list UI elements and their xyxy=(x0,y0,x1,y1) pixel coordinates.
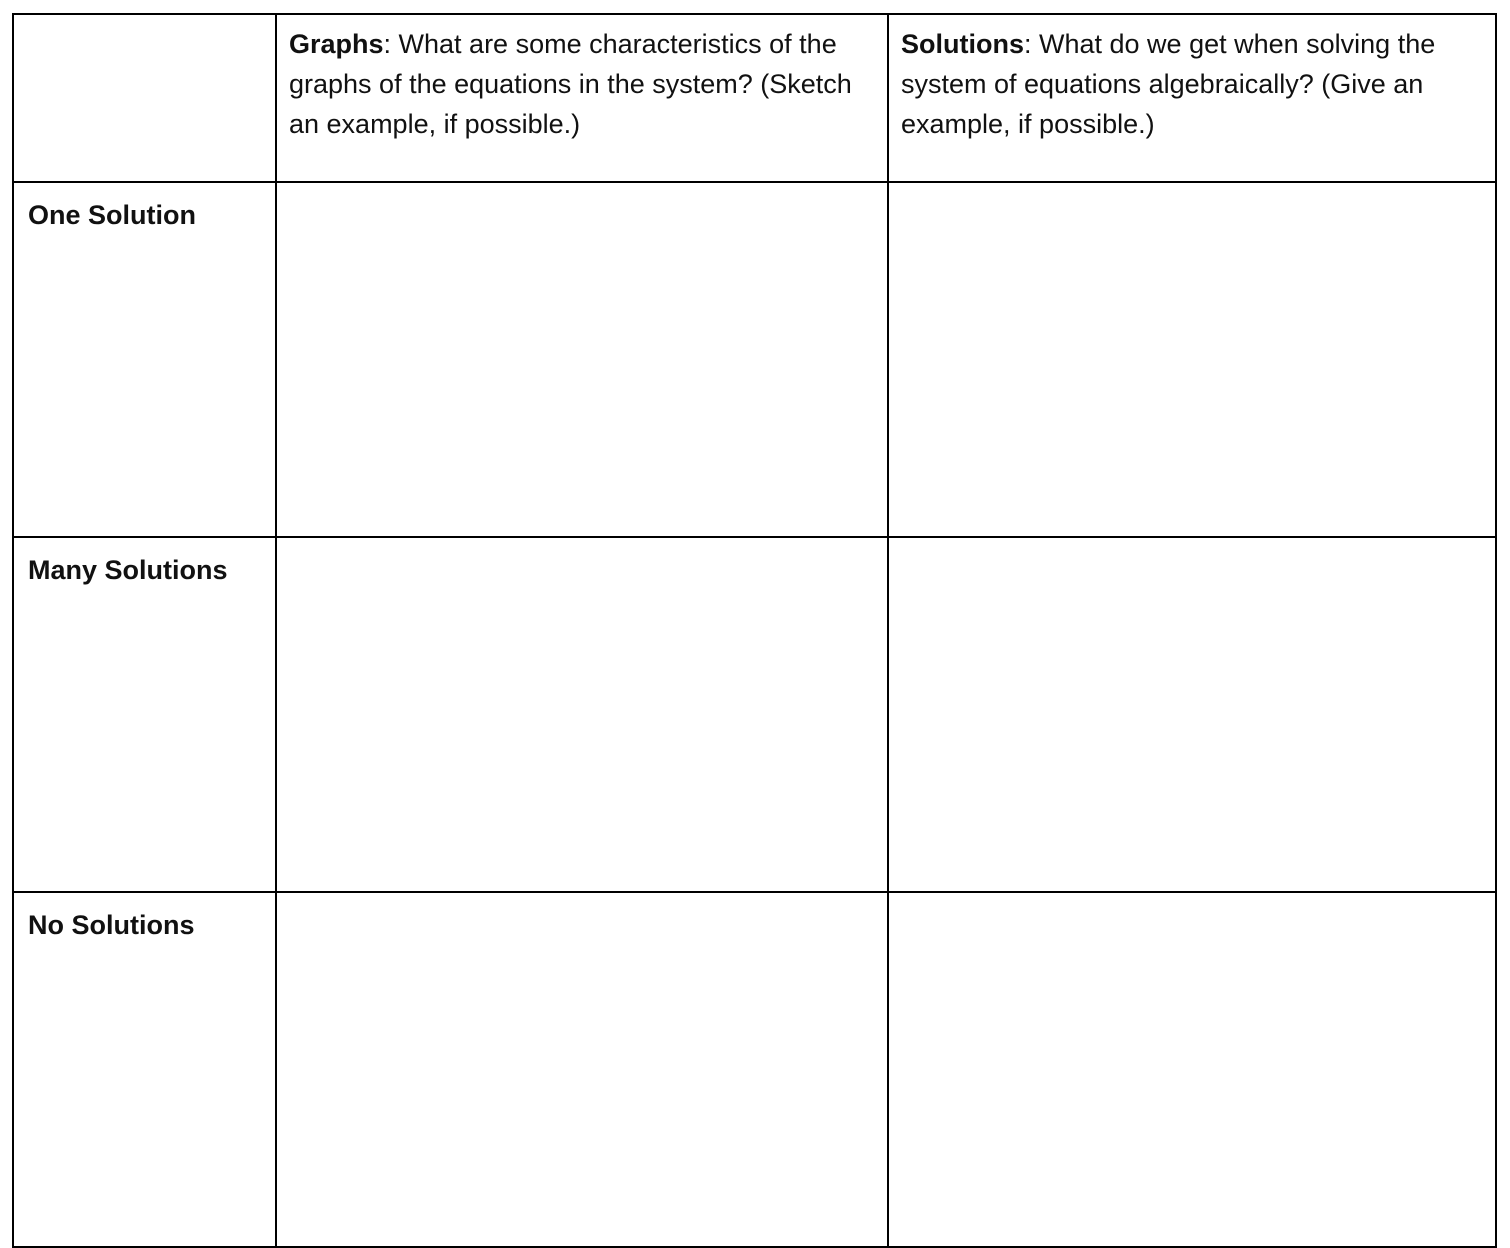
worksheet-page xyxy=(12,13,1497,1248)
one-solution-solutions-answer-cell[interactable] xyxy=(888,182,1496,537)
row-label-text: Many Solutions xyxy=(28,555,228,585)
corner-empty-cell xyxy=(13,14,276,182)
graphs-header-term: Graphs xyxy=(289,29,384,59)
solutions-comparison-table xyxy=(12,13,1497,1248)
header-row xyxy=(13,14,1496,182)
row-many-solutions xyxy=(13,537,1496,892)
graphs-header-question: : What are some characteristics of the graphs of the equations in the system? (Sketch an example, if possible.) xyxy=(289,29,852,139)
many-solutions-graphs-answer-cell[interactable] xyxy=(276,537,888,892)
solutions-column-header xyxy=(888,14,1496,182)
row-label-many-solutions xyxy=(13,537,276,892)
row-label-text: One Solution xyxy=(28,200,196,230)
row-one-solution xyxy=(13,182,1496,537)
one-solution-graphs-answer-cell[interactable] xyxy=(276,182,888,537)
row-label-one-solution xyxy=(13,182,276,537)
solutions-header-term: Solutions xyxy=(901,29,1024,59)
row-label-text: No Solutions xyxy=(28,910,195,940)
many-solutions-solutions-answer-cell[interactable] xyxy=(888,537,1496,892)
solutions-header-question: : What do we get when solving the system of equations algebraically? (Give an example, if possible.) xyxy=(901,29,1436,139)
graphs-column-header xyxy=(276,14,888,182)
